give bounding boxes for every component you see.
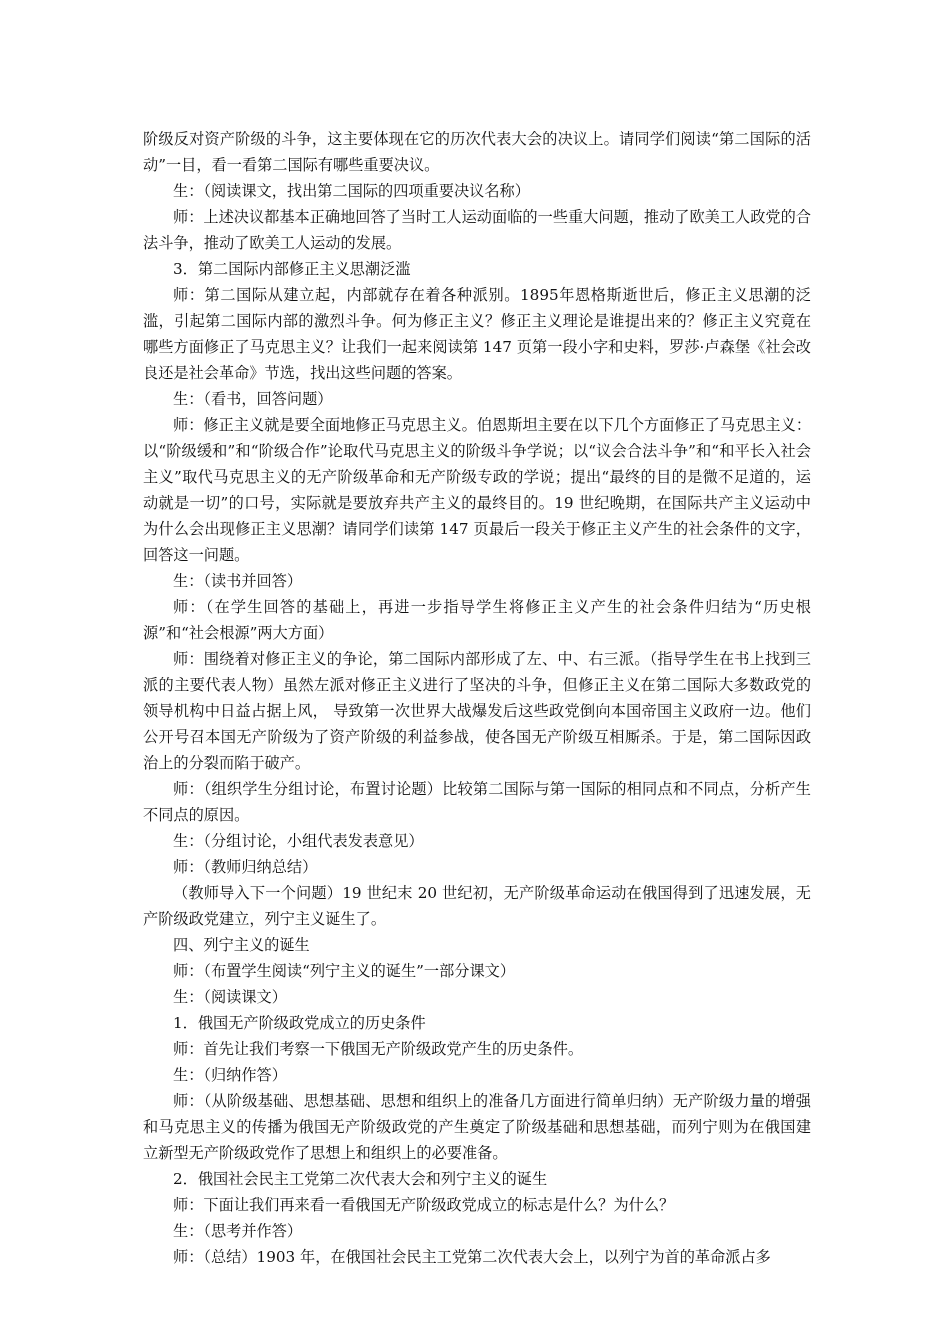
section-heading: 2．俄国社会民主工党第二次代表大会和列宁主义的诞生 xyxy=(173,1170,548,1188)
paragraph: 师：首先让我们考察一下俄国无产阶级政党产生的历史条件。 xyxy=(173,1040,584,1058)
section-heading: 1．俄国无产阶级政党成立的历史条件 xyxy=(173,1014,426,1032)
document-body xyxy=(143,126,811,1270)
paragraph: 师：（布置学生阅读“列宁主义的诞生”一部分课文） xyxy=(173,962,516,980)
paragraph: 师：下面让我们再来看一看俄国无产阶级政党成立的标志是什么？为什么？ xyxy=(173,1196,675,1214)
section-heading: 四、列宁主义的诞生 xyxy=(173,936,310,954)
paragraph: 师：（组织学生分组讨论，布置讨论题）比较第二国际与第一国际的相同点和不同点，分析产生不同点的原因。 xyxy=(143,780,811,824)
paragraph: 生：（阅读课文） xyxy=(173,988,287,1006)
paragraph: 师：（从阶级基础、思想基础、思想和组织上的准备几方面进行简单归纳）无产阶级力量的增强和马克思主义的传播为俄国无产阶级政党的产生奠定了阶级基础和思想基础，而列宁则为在俄国建立新型无产阶级政党作了思想上和组织上的必要准备。 xyxy=(143,1092,811,1162)
paragraph: 生：（读书并回答） xyxy=(173,572,303,590)
paragraph: 师：修正主义就是要全面地修正马克思主义。伯恩斯坦主要在以下几个方面修正了马克思主义：以“阶级缓和”和“阶级合作”论取代马克思主义的阶级斗争学说；以“议会合法斗争”和“和平长入社会主义”取代马克思主义的无产阶级革命和无产阶级专政的学说；提出“最终的目的是微不足道的，运动就是一切”的口号，实际就是要放弃共产主义的最终目的。19 世纪晚期，在国际共产主义运动中为什么会出现修正主义思潮？请同学们读第 147 页最后一段关于修正主义产生的社会条件的文字，回答这一问题。 xyxy=(143,416,811,564)
section-heading: 3．第二国际内部修正主义思潮泛滥 xyxy=(173,260,411,278)
paragraph: 师：第二国际从建立起，内部就存在着各种派别。1895年恩格斯逝世后，修正主义思潮的泛滥，引起第二国际内部的激烈斗争。何为修正主义？修正主义理论是谁提出来的？修正主义究竟在哪些方面修正了马克思主义？让我们一起来阅读第 147 页第一段小字和史料，罗莎·卢森堡《社会改良还是社会革命》节选，找出这些问题的答案。 xyxy=(143,286,811,382)
paragraph: 生：（阅读课文，找出第二国际的四项重要决议名称） xyxy=(173,182,530,200)
paragraph: 生：（看书，回答问题） xyxy=(173,390,333,408)
paragraph: 师：（总结）1903 年，在俄国社会民主工党第二次代表大会上，以列宁为首的革命派占多 xyxy=(173,1248,771,1266)
paragraph: 师：上述决议都基本正确地回答了当时工人运动面临的一些重大问题，推动了欧美工人政党的合法斗争，推动了欧美工人运动的发展。 xyxy=(143,208,811,252)
paragraph: 师：围绕着对修正主义的争论，第二国际内部形成了左、中、右三派。（指导学生在书上找到三派的主要代表人物）虽然左派对修正主义进行了坚决的斗争，但修正主义在第二国际大多数政党的领导机构中日益占据上风， 导致第一次世界大战爆发后这些政党倒向本国帝国主义政府一边。他们公开号召本国无产阶级为了资产阶级的利益参战，使各国无产阶级互相厮杀。于是，第二国际因政治上的分裂而陷于破产。 xyxy=(143,650,811,772)
paragraph: 生：（归纳作答） xyxy=(173,1066,287,1084)
paragraph: 师：（在学生回答的基础上，再进一步指导学生将修正主义产生的社会条件归结为“历史根源”和“社会根源”两大方面） xyxy=(143,598,811,642)
paragraph: 阶级反对资产阶级的斗争，这主要体现在它的历次代表大会的决议上。请同学们阅读“第二国际的活动”一目，看一看第二国际有哪些重要决议。 xyxy=(143,130,811,174)
paragraph: 生：（分组讨论，小组代表发表意见） xyxy=(173,832,424,850)
paragraph: （教师导入下一个问题）19 世纪末 20 世纪初，无产阶级革命运动在俄国得到了迅速发展，无产阶级政党建立，列宁主义诞生了。 xyxy=(143,884,811,928)
paragraph: 生：（思考并作答） xyxy=(173,1222,303,1240)
paragraph: 师：（教师归纳总结） xyxy=(173,858,318,876)
